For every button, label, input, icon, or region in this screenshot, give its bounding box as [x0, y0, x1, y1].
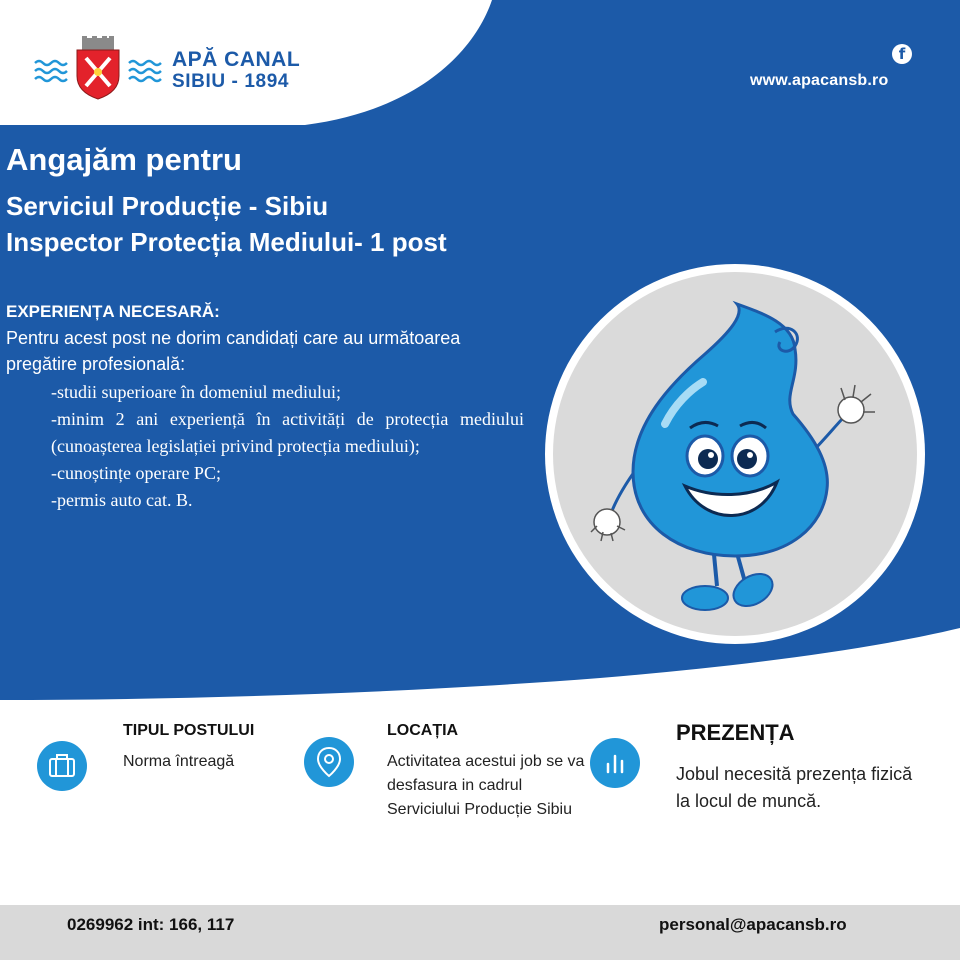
brand-name-line1: APĂ CANAL — [172, 47, 301, 71]
location-text: Activitatea acestui job se va desfasura in cadrul Serviciului Producție Sibiu — [387, 753, 585, 818]
job-type-text: Norma întreagă — [123, 753, 235, 770]
presence-title: PREZENȚA — [676, 720, 795, 745]
brand-name — [172, 49, 300, 93]
footer-bar — [0, 905, 960, 960]
website-link[interactable]: www.apacansb.ro — [750, 72, 889, 89]
presence-text: Jobul necesită prezența fizică la locul de muncă. — [676, 764, 913, 811]
location-pin-icon — [304, 737, 354, 787]
phone-number[interactable]: 0269962 int: 166, 117 — [67, 915, 235, 934]
position-title: Inspector Protecția Mediului- 1 post — [6, 227, 447, 257]
waves-icon — [34, 58, 68, 84]
department-title: Serviciul Producție - Sibiu — [6, 191, 329, 221]
city-crest-icon — [74, 36, 122, 105]
brand-logo[interactable] — [34, 36, 300, 105]
hero-heading: Angajăm pentru — [6, 142, 242, 177]
briefcase-icon — [37, 741, 87, 791]
requirement-item: -cunoștințe operare PC; — [51, 463, 221, 483]
email-link[interactable]: personal@apacansb.ro — [659, 915, 847, 934]
requirements-section — [6, 299, 524, 514]
facebook-icon[interactable]: f — [892, 44, 912, 64]
requirement-item: -studii superioare în domeniul mediului; — [51, 382, 341, 402]
requirement-item: -permis auto cat. B. — [51, 490, 193, 510]
job-type-title: TIPUL POSTULUI — [123, 722, 255, 739]
waves-icon — [128, 58, 162, 84]
location-title: LOCAȚIA — [387, 722, 459, 739]
requirements-title: EXPERIENȚA NECESARĂ: — [6, 302, 220, 321]
brand-name-line2: SIBIU - 1894 — [172, 70, 290, 92]
bar-chart-icon — [590, 738, 640, 788]
requirement-item: -minim 2 ani experiență în activități de protecția mediului (cunoașterea legislației privind protecția mediului); — [51, 409, 524, 456]
requirements-intro: Pentru acest post ne dorim candidați care au următoarea pregătire profesională: — [6, 328, 461, 374]
mascot-frame — [545, 264, 925, 644]
hero-heading-block — [6, 140, 447, 260]
water-drop-mascot-icon — [545, 264, 925, 644]
requirements-list — [6, 379, 524, 514]
